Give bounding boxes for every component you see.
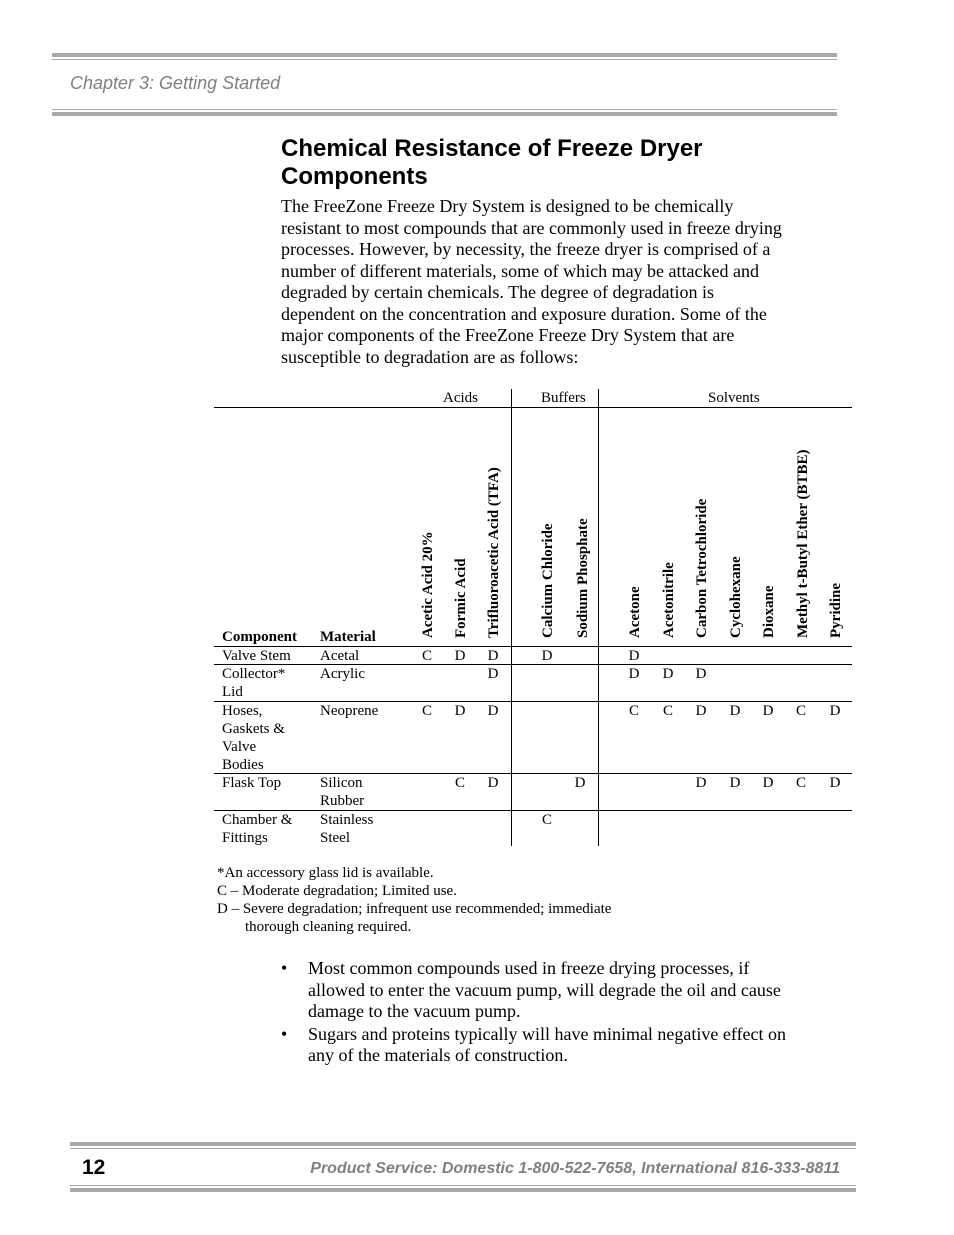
column-header-component: Component [222,629,298,645]
rating-cell: D [829,775,841,791]
rating-cell: D [762,775,774,791]
footer-rule-top [70,1142,856,1146]
table-row-material: Neoprene [320,703,379,719]
group-divider [598,389,599,846]
chem-header: Calcium Chloride [540,523,556,638]
group-header-acids: Acids [443,390,478,406]
table-row-component: Hoses, Gaskets & Valve Bodies [222,703,285,773]
bullet-icon: • [281,958,288,978]
rating-cell: D [487,703,499,719]
rating-cell: D [574,775,586,791]
note-legend-d-cont: thorough cleaning required. [245,919,412,935]
rating-cell: C [628,703,639,719]
table-row-component: Chamber & Fittings [222,812,293,846]
rating-cell: D [729,703,741,719]
rating-cell: C [421,648,432,664]
rating-cell: C [795,775,806,791]
footer-service-text: Product Service: Domestic 1-800-522-7658, International 816-333-8811 [310,1160,840,1177]
rating-cell: D [695,703,707,719]
rating-cell: D [829,703,841,719]
table-rule [214,810,852,811]
section-title: Chemical Resistance of Freeze Dryer Components [281,135,703,190]
table-row-material: Acetal [320,648,360,664]
rating-cell: C [454,775,465,791]
rating-cell: D [454,703,466,719]
group-header-buffers: Buffers [541,390,586,406]
bullet-text: Sugars and proteins typically will have minimal negative effect on any of the materials of construction. [308,1023,787,1065]
rating-cell: D [541,648,553,664]
table-row-component: Valve Stem [222,648,291,664]
footer-rule-bottom-thin [70,1185,856,1186]
chem-header: Pyridine [828,583,844,638]
chem-header: Methyl t-Butyl Ether (BTBE) [795,449,811,638]
bullet-text: Most common compounds used in freeze drying processes, if allowed to enter the vacuum pump, will degrade the oil and cause damage to the vacuum pump. [308,958,781,1021]
chem-header: Acetonitrile [661,562,677,638]
rating-cell: D [662,666,674,682]
intro-paragraph: The FreeZone Freeze Dry System is designed to be chemically resistant to most compounds that are commonly used in freeze drying processes. However, by necessity, the freeze dryer is comprised of a number of different materials, some of which may be attacked and degraded by certain chemicals. The degree of degradation is dependent on the concentration and exposure duration. Some of the major components of the FreeZone Freeze Dry System that are susceptible to degradation are as follows: [281,196,782,367]
chapter-title: Chapter 3: Getting Started [70,73,281,93]
group-header-solvents: Solvents [708,390,760,406]
note-accessory: *An accessory glass lid is available. [217,865,434,881]
table-row-material: Acrylic [320,666,365,682]
chem-header: Formic Acid [453,558,469,638]
rating-cell: C [541,812,552,828]
chem-header: Acetic Acid 20% [420,531,436,638]
bullet-icon: • [281,1023,288,1044]
rating-cell: D [487,775,499,791]
group-divider [511,389,512,846]
table-row-component: Collector* Lid [222,666,286,700]
rating-cell: D [628,666,640,682]
table-row-material: Silicon Rubber [320,775,365,809]
rating-cell: D [695,775,707,791]
rating-cell: D [762,703,774,719]
table-row-material: Stainless Steel [320,812,374,846]
list-item [281,958,801,1023]
bullet-list [281,958,801,1068]
chem-header: Acetone [627,586,643,638]
list-item [281,1024,801,1067]
table-notes [217,864,611,936]
table-row-component: Flask Top [222,775,282,791]
rating-cell: D [454,648,466,664]
table-rule [214,701,852,702]
table-rule [214,407,852,408]
rating-cell: D [487,648,499,664]
column-header-material: Material [320,629,376,645]
rating-cell: C [795,703,806,719]
chem-header: Dioxane [761,585,777,638]
chem-header: Trifluoroacetic Acid (TFA) [486,467,502,638]
chem-header: Cyclohexane [728,556,744,638]
rating-cell: D [628,648,640,664]
chem-header: Sodium Phosphate [575,518,591,638]
note-legend-c: C – Moderate degradation; Limited use. [217,883,457,899]
chem-header: Carbon Tetrochloride [694,498,710,638]
footer-rule-bottom [70,1188,856,1192]
rating-cell: D [729,775,741,791]
note-legend-d: D – Severe degradation; infrequent use recommended; immediate [217,901,612,917]
rating-cell: C [662,703,673,719]
rating-cell: D [695,666,707,682]
page-number: 12 [82,1156,106,1179]
footer-rule-top-thin [70,1148,856,1149]
rating-cell: D [487,666,499,682]
rating-cell: C [421,703,432,719]
